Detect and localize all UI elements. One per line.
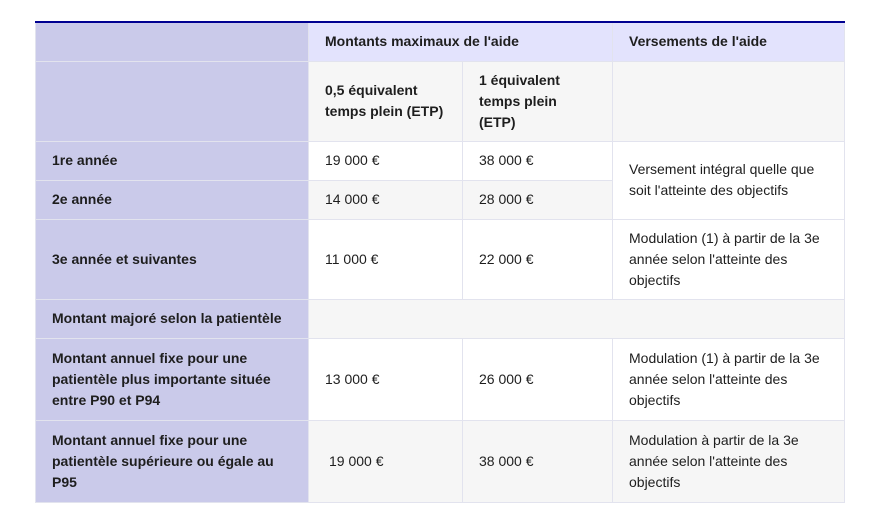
half-etp-amount: 19 000 € (309, 141, 463, 180)
payment-cell: Modulation à partir de la 3e année selon l'atteinte des objectifs (613, 420, 845, 502)
full-etp-amount: 22 000 € (463, 219, 613, 299)
half-etp-amount: 13 000 € (309, 338, 463, 420)
corner-cell (36, 22, 309, 61)
payment-cell: Modulation (1) à partir de la 3e année selon l'atteinte des objectifs (613, 338, 845, 420)
header-row (36, 22, 845, 61)
payments-header: Versements de l'aide (613, 22, 845, 61)
corner-cell-2 (36, 61, 309, 141)
half-etp-amount: 14 000 € (309, 180, 463, 219)
full-etp-amount: 38 000 € (463, 420, 613, 502)
full-etp-amount: 28 000 € (463, 180, 613, 219)
payment-cell: Modulation (1) à partir de la 3e année selon l'atteinte des objectifs (613, 219, 845, 299)
row-label: Montant annuel fixe pour une patientèle supérieure ou égale au P95 (36, 420, 309, 502)
subheader-row (36, 61, 845, 141)
row-label: 1re année (36, 141, 309, 180)
full-etp-amount: 38 000 € (463, 141, 613, 180)
row-label: Montant majoré selon la patientèle (36, 299, 309, 338)
row-label: Montant annuel fixe pour une patientèle plus importante située entre P90 et P94 (36, 338, 309, 420)
amounts-header: Montants maximaux de l'aide (309, 22, 613, 61)
full-etp-header: 1 équivalent temps plein (ETP) (463, 61, 613, 141)
payments-subheader-empty (613, 61, 845, 141)
row-label: 3e année et suivantes (36, 219, 309, 299)
table-row (36, 420, 845, 502)
aid-amounts-table (35, 21, 845, 503)
table-row (36, 338, 845, 420)
half-etp-amount: 19 000 € (309, 420, 463, 502)
table-row (36, 219, 845, 299)
row-label: 2e année (36, 180, 309, 219)
table-row (36, 299, 845, 338)
table-row (36, 141, 845, 180)
half-etp-amount: 11 000 € (309, 219, 463, 299)
half-etp-header: 0,5 équivalent temps plein (ETP) (309, 61, 463, 141)
payment-cell: Versement intégral quelle que soit l'atteinte des objectifs (613, 141, 845, 219)
full-etp-amount: 26 000 € (463, 338, 613, 420)
empty-merged-cell (309, 299, 845, 338)
